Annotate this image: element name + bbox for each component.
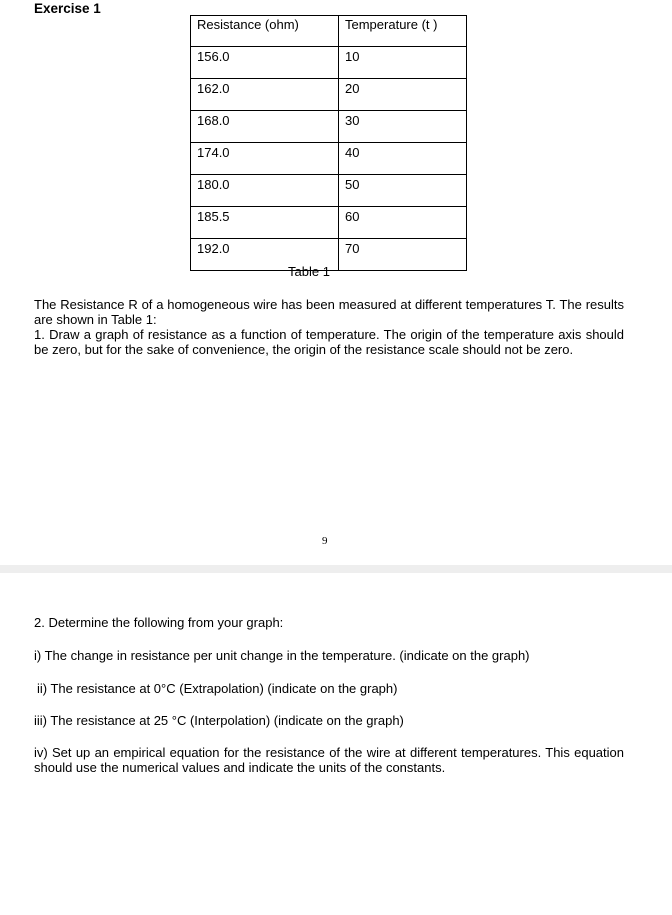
table-row [191, 175, 467, 207]
question-iii: iii) The resistance at 25 °C (Interpolation) (indicate on the graph) [34, 713, 404, 728]
table-row [191, 79, 467, 111]
header-temperature: Temperature (t ) [339, 16, 467, 47]
table-row [191, 143, 467, 175]
cell-resistance: 185.5 [191, 207, 339, 239]
page-2 [0, 573, 672, 915]
question-iv: iv) Set up an empirical equation for the resistance of the wire at different temperatures. This equation should use the numerical values and indicate the units of the constants. [34, 745, 624, 775]
exercise-title: Exercise 1 [34, 1, 101, 16]
table-caption: Table 1 [288, 264, 330, 279]
table-row [191, 207, 467, 239]
resistance-temperature-table [190, 15, 467, 271]
cell-resistance: 156.0 [191, 47, 339, 79]
cell-resistance: 192.0 [191, 239, 339, 271]
cell-resistance: 180.0 [191, 175, 339, 207]
cell-temperature: 40 [339, 143, 467, 175]
question-heading: 2. Determine the following from your graph: [34, 615, 284, 630]
table-header-row [191, 16, 467, 47]
intro-line-2: 1. Draw a graph of resistance as a function of temperature. The origin of the temperature axis should be zero, but for the sake of convenience, the origin of the resistance scale should not be zero. [34, 327, 624, 357]
page-separator [0, 565, 672, 573]
cell-temperature: 10 [339, 47, 467, 79]
cell-temperature: 70 [339, 239, 467, 271]
header-resistance: Resistance (ohm) [191, 16, 339, 47]
cell-temperature: 50 [339, 175, 467, 207]
cell-temperature: 60 [339, 207, 467, 239]
cell-resistance: 174.0 [191, 143, 339, 175]
question-i: i) The change in resistance per unit change in the temperature. (indicate on the graph) [34, 648, 530, 663]
table-row [191, 111, 467, 143]
table-row [191, 47, 467, 79]
cell-resistance: 162.0 [191, 79, 339, 111]
cell-temperature: 20 [339, 79, 467, 111]
cell-temperature: 30 [339, 111, 467, 143]
intro-line-1: The Resistance R of a homogeneous wire has been measured at different temperatures T. The results are shown in Table 1: [34, 297, 624, 327]
intro-paragraph [34, 297, 624, 357]
question-ii: ii) The resistance at 0°C (Extrapolation) (indicate on the graph) [37, 681, 398, 696]
page-number: 9 [322, 535, 328, 547]
cell-resistance: 168.0 [191, 111, 339, 143]
